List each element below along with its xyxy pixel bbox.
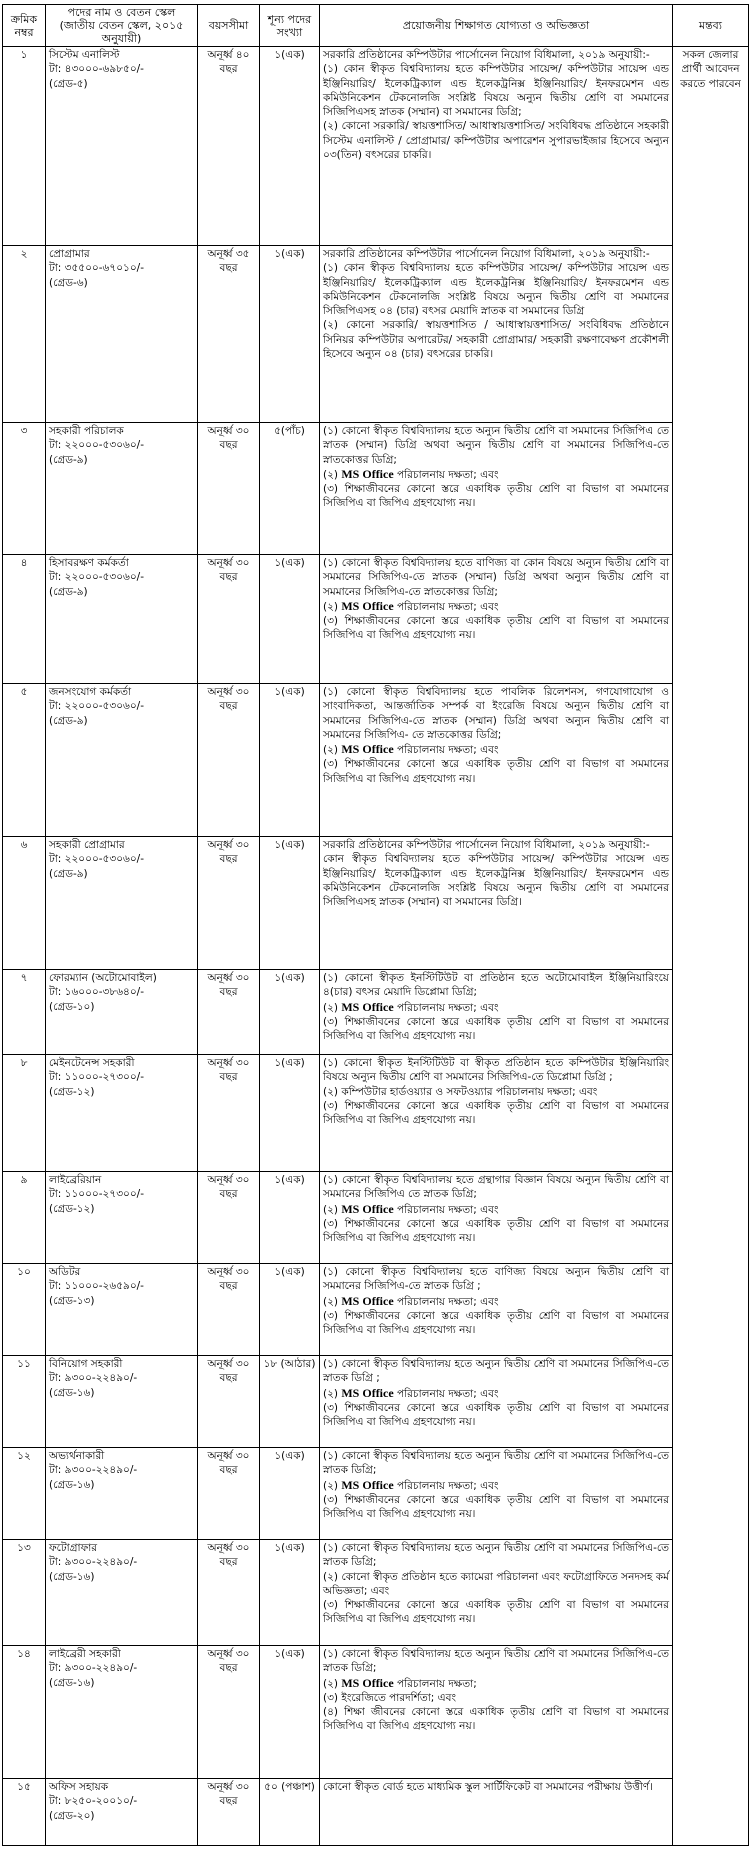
serial-number: ১৩ bbox=[17, 1542, 31, 1554]
table-row bbox=[3, 1448, 749, 1540]
table-row bbox=[3, 1540, 749, 1646]
post-name: মেইনটেনেন্স সহকারী bbox=[49, 1057, 135, 1069]
age-limit-cell bbox=[198, 837, 260, 970]
vacancy-cell bbox=[260, 1646, 320, 1779]
age-limit-cell bbox=[198, 1448, 260, 1540]
pay-scale: টা: ২২০০০-৫৩০৬০/- bbox=[49, 853, 145, 866]
grade: (গ্রেড-১৬) bbox=[49, 1386, 95, 1399]
qualification-item: (১) কোনো স্বীকৃত বিশ্ববিদ্যালয় হতে অন্যুন দ্বিতীয় শ্রেণি বা সমমানের সিজিপিএ-তে স্নাতক ডিগ্রি ; bbox=[323, 1358, 669, 1385]
table-row bbox=[3, 1646, 749, 1779]
table-row bbox=[3, 246, 749, 423]
pay-scale: টা: ২২০০০-৫৩০৬০/- bbox=[49, 571, 145, 584]
pay-scale: টা: ১৬০০০-৩৮৬৪০/- bbox=[49, 986, 144, 999]
age-limit-cell bbox=[198, 684, 260, 837]
serial-cell bbox=[3, 1356, 46, 1448]
post-cell bbox=[46, 1055, 198, 1172]
pay-scale: টা: ১১০০০-২৬৫৯০/- bbox=[49, 1280, 144, 1293]
vacancy-cell bbox=[260, 1448, 320, 1540]
pay-scale: টা: ২২০০০-৫৩০৬০/- bbox=[49, 439, 145, 452]
vacancy-count: ১৮ (আঠার) bbox=[263, 1358, 316, 1370]
qualification-cell bbox=[320, 423, 673, 555]
qualification-item: (২) MS Office পরিচালনায় দক্ষতা; এবং bbox=[323, 1477, 499, 1492]
vacancy-count: ১(এক) bbox=[274, 248, 305, 260]
post-name: অভ্যর্থনাকারী bbox=[49, 1450, 105, 1462]
grade: (গ্রেড-৯) bbox=[49, 453, 88, 466]
qualification-cell bbox=[320, 555, 673, 684]
post-name: সহকারী পরিচালক bbox=[49, 425, 124, 437]
serial-cell bbox=[3, 1264, 46, 1356]
serial-number: ৫ bbox=[20, 686, 28, 698]
grade: (গ্রেড-২০) bbox=[49, 1809, 95, 1822]
qualification-item: (২) MS Office পরিচালনায় দক্ষতা; এবং bbox=[323, 598, 499, 613]
serial-number: ৮ bbox=[20, 1057, 28, 1069]
table-row bbox=[3, 684, 749, 837]
qualification-item: (৩) শিক্ষাজীবনের কোনো স্তরে একাধিক তৃতীয় শ্রেণি বা বিভাগ বা সমমানের সিজিপিএ বা জিপিএ গ্রহণযোগ্য নয়। bbox=[323, 1401, 669, 1429]
vacancy-count: ১(এক) bbox=[274, 49, 305, 61]
post-cell bbox=[46, 423, 198, 555]
serial-number: ১৪ bbox=[17, 1648, 31, 1660]
vacancy-count: ১(এক) bbox=[274, 557, 305, 569]
qualification-item: (৩) শিক্ষাজীবনের কোনো স্তরে একাধিক তৃতীয় শ্রেণি বা বিভাগ বা সমমানের সিজিপিএ বা জিপিএ গ্রহণযোগ্য নয়। bbox=[323, 1015, 669, 1043]
age-limit-cell bbox=[198, 555, 260, 684]
qualification-item: (৩) ইংরেজিতে পারদর্শিতা; এবং bbox=[323, 1691, 456, 1704]
post-name: অডিটর bbox=[49, 1266, 81, 1278]
grade: (গ্রেড-১৬) bbox=[49, 1676, 95, 1689]
pay-scale: টা: ২২০০০-৫৩০৬০/- bbox=[49, 700, 145, 713]
post-name: সিস্টেম এনালিস্ট bbox=[49, 49, 120, 61]
qualification-item: (২) কোনো সরকারি/ স্বায়ত্তশাসিত / আধাস্বায়ত্তশাসিত/ সংবিধিবদ্ধ প্রতিষ্ঠানে সিনিয়র কম্পিউটার অপারেটর/ সহকারী প্রোগ্রামার/ সহকারী রক্ষণাবেক্ষণ প্রকৌশলী হিসেবে অন্যুন ০৪ (চার) বৎসরের চাকরি। bbox=[323, 319, 669, 361]
grade: (গ্রেড-১২) bbox=[49, 1085, 95, 1098]
age-limit: অনূর্ধ্ব ৩০ বছর bbox=[207, 1358, 250, 1385]
table-row bbox=[3, 555, 749, 684]
qualification-cell bbox=[320, 47, 673, 246]
qualification-cell bbox=[320, 1264, 673, 1356]
vacancy-cell bbox=[260, 423, 320, 555]
vacancy-count: ১(এক) bbox=[274, 1174, 305, 1186]
vacancy-cell bbox=[260, 684, 320, 837]
qualification-item: (৩) শিক্ষাজীবনের কোনো স্তরে একাধিক তৃতীয় শ্রেণি বা বিভাগ বা সমমানের সিজিপিএ বা জিপিএ গ্রহণযোগ্য নয়। bbox=[323, 1599, 669, 1626]
serial-cell bbox=[3, 47, 46, 246]
post-name: অফিস সহায়ক bbox=[49, 1781, 109, 1793]
qualification-item: (১) কোনো স্বীকৃত ইনস্টিটিউট বা প্রতিষ্ঠান হতে অটোমোবাইল ইঞ্জিনিয়ারিংয়ে ৪(চার) বৎসর মেয়াদি ডিপ্লোমা ডিগ্রি; bbox=[323, 972, 669, 999]
vacancy-count: ১(এক) bbox=[274, 1266, 305, 1278]
grade: (গ্রেড-১৩) bbox=[49, 1294, 95, 1307]
post-name: জনসংযোগ কর্মকর্তা bbox=[49, 686, 132, 698]
qualification-item: (২) MS Office পরিচালনায় দক্ষতা; এবং bbox=[323, 999, 499, 1014]
qualification-item: (১) কোনো স্বীকৃত বিশ্ববিদ্যালয় হতে অন্যুন দ্বিতীয় শ্রেণি বা সমমানের সিজিপিএ-তে স্নাতক ডিগ্রি; bbox=[323, 1542, 669, 1569]
post-cell bbox=[46, 684, 198, 837]
qualification-item: (১) কোনো স্বীকৃত বিশ্ববিদ্যালয় হতে অন্যুন দ্বিতীয় শ্রেণি বা সমমানের সিজিপিএ-তে স্নাতক ডিগ্রি; bbox=[323, 1450, 669, 1477]
qualification-cell bbox=[320, 1540, 673, 1646]
vacancy-cell bbox=[260, 555, 320, 684]
age-limit-cell bbox=[198, 1646, 260, 1779]
age-limit-cell bbox=[198, 1356, 260, 1448]
post-cell bbox=[46, 970, 198, 1055]
pay-scale: টা: ১১০০০-২৭৩০০/- bbox=[49, 1071, 144, 1084]
header-age: বয়সসীমা bbox=[198, 5, 260, 47]
remarks-text: সকল জেলার প্রার্থী আবেদন করতে পারবেন bbox=[680, 49, 741, 90]
qualification-item: (২) MS Office পরিচালনায় দক্ষতা; bbox=[323, 1675, 477, 1690]
grade: (গ্রেড-৯) bbox=[49, 585, 88, 598]
ms-office-term: MS Office bbox=[341, 1675, 394, 1690]
table-row bbox=[3, 1172, 749, 1264]
qualification-item: (৪) শিক্ষা জীবনের কোনো স্তরে একাধিক তৃতীয় শ্রেণি বা বিভাগ বা সমমানের সিজিপিএ বা জিপিএ গ্রহণযোগ্য নয়। bbox=[323, 1706, 669, 1733]
pay-scale: টা: ৯৩০০-২২৪৯০/- bbox=[49, 1464, 138, 1477]
post-name: লাইব্রেরিয়ান bbox=[49, 1174, 102, 1186]
post-name: প্রোগ্রামার bbox=[49, 248, 90, 260]
qualification-item: (২) MS Office পরিচালনায় দক্ষতা; এবং bbox=[323, 1293, 499, 1308]
post-cell bbox=[46, 555, 198, 684]
qualification-item: (১) কোনো স্বীকৃত বিশ্ববিদ্যালয় হতে অন্যুন দ্বিতীয় শ্রেণি বা সমমানের সিজিপিএ তে স্নাতক (সম্মান) ডিগ্রি অথবা অন্যুন দ্বিতীয় শ্রেণি বা সমমানের সিজিপিএ-তে স্নাতকোত্তর ডিগ্রি; bbox=[323, 425, 669, 466]
serial-cell bbox=[3, 246, 46, 423]
age-limit-cell bbox=[198, 1779, 260, 1846]
qualification-cell bbox=[320, 246, 673, 423]
qualification-cell bbox=[320, 684, 673, 837]
qualification-item: (৩) শিক্ষাজীবনের কোনো স্তরে একাধিক তৃতীয় শ্রেণি বা বিভাগ বা সমমানের সিজিপিএ বা জিপিএ গ্রহণযোগ্য নয়। bbox=[323, 1309, 669, 1337]
header-qualification: প্রয়োজনীয় শিক্ষাগত যোগ্যতা ও অভিজ্ঞতা bbox=[320, 5, 673, 47]
table-header-row bbox=[3, 5, 749, 47]
table-row bbox=[3, 837, 749, 970]
qualification-cell bbox=[320, 837, 673, 970]
qualification-item: (২) MS Office পরিচালনায় দক্ষতা; এবং bbox=[323, 1385, 499, 1400]
vacancy-cell bbox=[260, 837, 320, 970]
grade: (গ্রেড-১০) bbox=[49, 1000, 95, 1013]
grade: (গ্রেড-১৬) bbox=[49, 1570, 95, 1583]
ms-office-term: MS Office bbox=[341, 466, 394, 481]
qualification-item: (১) কোন স্বীকৃত বিশ্ববিদ্যালয় হতে কম্পিউটার সায়েন্স/ কম্পিউটার সায়েন্স এন্ড ইঞ্জিনিয়ারিং/ ইলেকট্রিক্যাল এন্ড ইলেকট্রনিক্স ইঞ্জিনিয়ারিং/ ইনফরমেশন এন্ড কমিউনিকেশন টেকনোলজি সংশ্লিষ্ট বিষয়ে অন্যুন দ্বিতীয় শ্রেণি বা সমমানের সিজিপিএসহ স্নাতক (সম্মান) বা সমমানের ডিগ্রি; bbox=[323, 63, 669, 119]
post-cell bbox=[46, 1779, 198, 1846]
qualification-cell bbox=[320, 1646, 673, 1779]
qualification-item: (২) MS Office পরিচালনায় দক্ষতা; এবং bbox=[323, 742, 499, 757]
qualification-item: সরকারি প্রতিষ্ঠানের কম্পিউটার পার্সোনেল নিয়োগ বিধিমালা, ২০১৯ অনুযায়ী:- bbox=[323, 839, 650, 851]
post-cell bbox=[46, 1356, 198, 1448]
ms-office-term: MS Office bbox=[341, 1477, 394, 1492]
age-limit-cell bbox=[198, 1264, 260, 1356]
vacancy-cell bbox=[260, 1264, 320, 1356]
ms-office-term: MS Office bbox=[341, 1201, 394, 1216]
post-cell bbox=[46, 1172, 198, 1264]
pay-scale: টা: ৪৩০০০-৬৯৮৫০/- bbox=[49, 63, 144, 76]
qualification-item: (২) কোনো স্বীকৃত প্রতিষ্ঠান হতে ক্যামেরা পরিচালনা এবং ফটোগ্রাফিতে সনদসহ কর্ম অভিজ্ঞতা; এবং bbox=[323, 1570, 669, 1597]
age-limit: অনূর্ধ্ব ৩০ বছর bbox=[207, 686, 250, 713]
qualification-item: (১) কোনো স্বীকৃত বিশ্ববিদ্যালয় হতে বাণিজ্য বিষয়ে অন্যুন দ্বিতীয় শ্রেণি বা সমমানের সিজিপিএ-তে স্নাতক ডিগ্রি ; bbox=[323, 1266, 669, 1293]
post-cell bbox=[46, 837, 198, 970]
vacancy-count: ১(এক) bbox=[274, 972, 305, 984]
vacancy-cell bbox=[260, 970, 320, 1055]
qualification-item: সরকারি প্রতিষ্ঠানের কম্পিউটার পার্সোনেল নিয়োগ বিধিমালা, ২০১৯ অনুযায়ী:- bbox=[323, 248, 650, 260]
qualification-item: (৩) শিক্ষাজীবনের কোনো স্তরে একাধিক তৃতীয় শ্রেণি বা বিভাগ বা সমমানের সিজিপিএ বা জিপিএ গ্রহণযোগ্য নয়। bbox=[323, 615, 669, 642]
qualification-cell bbox=[320, 1172, 673, 1264]
age-limit: অনূর্ধ্ব ৩৫ বছর bbox=[207, 248, 250, 275]
post-cell bbox=[46, 246, 198, 423]
header-post: পদের নাম ও বেতন স্কেল (জাতীয় বেতন স্কেল, ২০১৫ অনুযায়ী) bbox=[46, 5, 198, 47]
vacancy-cell bbox=[260, 1172, 320, 1264]
table-row bbox=[3, 1264, 749, 1356]
age-limit: অনূর্ধ্ব ৪০ বছর bbox=[207, 49, 250, 76]
ms-office-term: MS Office bbox=[341, 1385, 394, 1400]
post-name: লাইব্রেরী সহকারী bbox=[49, 1648, 121, 1660]
table-row bbox=[3, 47, 749, 246]
age-limit: অনূর্ধ্ব ৩০ বছর bbox=[207, 1781, 250, 1808]
age-limit: অনূর্ধ্ব ৩০ বছর bbox=[207, 1450, 250, 1477]
age-limit-cell bbox=[198, 1055, 260, 1172]
age-limit: অনূর্ধ্ব ৩০ বছর bbox=[207, 425, 250, 452]
qualification-item: (৩) শিক্ষাজীবনের কোনো স্তরে একাধিক তৃতীয় শ্রেণি বা বিভাগ বা সমমানের সিজিপিএ বা জিপিএ গ্রহণযোগ্য নয়। bbox=[323, 758, 669, 785]
qualification-item: (১) কোনো স্বীকৃত বিশ্ববিদ্যালয় হতে বাণিজ্য বা কোন বিষয়ে অন্যুন দ্বিতীয় শ্রেণি বা সমমানের সিজিপিএ-তে স্নাতক (সম্মান) ডিগ্রি অথবা অন্যুন দ্বিতীয় শ্রেণি বা সমমানের সিজিপিএ-তে স্নাতকোত্তর ডিগ্রি; bbox=[323, 557, 669, 598]
serial-number: ৪ bbox=[20, 557, 28, 569]
qualification-cell bbox=[320, 970, 673, 1055]
age-limit: অনূর্ধ্ব ৩০ বছর bbox=[207, 1542, 250, 1569]
ms-office-term: MS Office bbox=[341, 999, 394, 1014]
serial-cell bbox=[3, 1172, 46, 1264]
qualification-cell bbox=[320, 1779, 673, 1846]
post-name: বিনিয়োগ সহকারী bbox=[49, 1358, 123, 1370]
header-vacancy: শূন্য পদের সংখ্যা bbox=[260, 5, 320, 47]
age-limit: অনূর্ধ্ব ৩০ বছর bbox=[207, 1174, 250, 1201]
qualification-item: (১) কোনো স্বীকৃত বিশ্ববিদ্যালয় হতে গ্রন্থাগার বিজ্ঞান বিষয়ে অন্যুন দ্বিতীয় শ্রেণি বা সমমানের সিজিপিএ তে স্নাতক ডিগ্রি; bbox=[323, 1174, 669, 1201]
serial-number: ১৫ bbox=[17, 1781, 31, 1793]
pay-scale: টা: ৩৫৫০০-৬৭০১০/- bbox=[49, 262, 144, 275]
qualification-item: (৩) শিক্ষাজীবনের কোনো স্তরে একাধিক তৃতীয় শ্রেণি বা বিভাগ বা সমমানের সিজিপিএ বা জিপিএ গ্রহণযোগ্য নয়। bbox=[323, 1099, 669, 1127]
serial-number: ২ bbox=[20, 248, 28, 260]
vacancy-count: ১(এক) bbox=[274, 686, 305, 698]
qualification-item: (১) কোনো স্বীকৃত বিশ্ববিদ্যালয় হতে অন্যুন দ্বিতীয় শ্রেণি বা সমমানের সিজিপিএ-তে স্নাতক ডিগ্রি; bbox=[323, 1648, 669, 1675]
qualification-cell bbox=[320, 1055, 673, 1172]
qualification-item: কোন স্বীকৃত বিশ্ববিদ্যালয় হতে কম্পিউটার সায়েন্স/ কম্পিউটার সায়েন্স এন্ড ইঞ্জিনিয়ারিং/ ইলেকট্রিক্যাল এন্ড ইলেকট্রনিক্স ইঞ্জিনিয়ারিং/ ইনফরমেশন এন্ড কমিউনিকেশন টেকনোলজি সংশ্লিষ্ট বিষয়ে অন্যুন দ্বিতীয় শ্রেণি বা সমমানের সিজিপিএসহ স্নাতক (সম্মান) বা সমমানের ডিগ্রি। bbox=[323, 853, 669, 909]
header-remarks: মন্তব্য bbox=[673, 5, 749, 47]
serial-cell bbox=[3, 1540, 46, 1646]
post-name: সহকারী প্রোগ্রামার bbox=[49, 839, 125, 851]
qualification-item: (১) কোনো স্বীকৃত ইনস্টিটিউট বা স্বীকৃত প্রতিষ্ঠান হতে কম্পিউটার ইঞ্জিনিয়ারিং বিষয়ে অন্যুন দ্বিতীয় শ্রেণি বা সমমানের সিজিপিএ-তে ডিপ্লোমা ডিগ্রি ; bbox=[323, 1057, 669, 1084]
serial-cell bbox=[3, 423, 46, 555]
age-limit-cell bbox=[198, 423, 260, 555]
qualification-item: (২) MS Office পরিচালনায় দক্ষতা; এবং bbox=[323, 1201, 499, 1216]
vacancy-cell bbox=[260, 246, 320, 423]
qualification-item: (৩) শিক্ষাজীবনের কোনো স্তরে একাধিক তৃতীয় শ্রেণি বা বিভাগ বা সমমানের সিজিপিএ বা জিপিএ গ্রহণযোগ্য নয়। bbox=[323, 1217, 669, 1245]
pay-scale: টা: ৯৩০০-২২৪৯০/- bbox=[49, 1372, 138, 1385]
vacancy-cell bbox=[260, 1055, 320, 1172]
qualification-cell bbox=[320, 1448, 673, 1540]
age-limit: অনূর্ধ্ব ৩০ বছর bbox=[207, 1648, 250, 1675]
vacancy-cell bbox=[260, 1540, 320, 1646]
serial-cell bbox=[3, 555, 46, 684]
vacancy-cell bbox=[260, 47, 320, 246]
ms-office-term: MS Office bbox=[341, 598, 394, 613]
serial-number: ৩ bbox=[20, 425, 28, 437]
serial-cell bbox=[3, 684, 46, 837]
qualification-item: (২) MS Office পরিচালনায় দক্ষতা; এবং bbox=[323, 466, 499, 481]
serial-number: ১১ bbox=[17, 1358, 31, 1370]
vacancy-count: ৫(পাঁচ) bbox=[274, 425, 305, 437]
serial-number: ১ bbox=[20, 49, 28, 61]
vacancy-cell bbox=[260, 1356, 320, 1448]
table-row bbox=[3, 1055, 749, 1172]
vacancy-cell bbox=[260, 1779, 320, 1846]
pay-scale: টা: ৯৩০০-২২৪৯০/- bbox=[49, 1556, 138, 1569]
ms-office-term: MS Office bbox=[341, 1293, 394, 1308]
pay-scale: টা: ৮২৫০-২০০১০/- bbox=[49, 1795, 138, 1808]
serial-number: ৭ bbox=[20, 972, 28, 984]
serial-cell bbox=[3, 1055, 46, 1172]
qualification-item: (১) কোন স্বীকৃত বিশ্ববিদ্যালয় হতে কম্পিউটার সায়েন্স/ কম্পিউটার সায়েন্স এন্ড ইঞ্জিনিয়ারিং/ ইলেকট্রিক্যাল এন্ড ইলেকট্রনিক্স ইঞ্জিনিয়ারিং/ ইনফরমেশন এন্ড কমিউনিকেশন টেকনোলজি সংশ্লিষ্ট বিষয়ে অন্যুন দ্বিতীয় শ্রেণি বা সমমানের সিজিপিএসহ ০৪ (চার) বৎসর মেয়াদি স্নাতক বা সমমানের ডিগ্রি bbox=[323, 262, 669, 318]
age-limit: অনূর্ধ্ব ৩০ বছর bbox=[207, 557, 250, 584]
pay-scale: টা: ১১০০০-২৭৩০০/- bbox=[49, 1188, 144, 1201]
table-row bbox=[3, 423, 749, 555]
qualification-item: সরকারি প্রতিষ্ঠানের কম্পিউটার পার্সোনেল নিয়োগ বিধিমালা, ২০১৯ অনুযায়ী:- bbox=[323, 49, 650, 61]
qualification-cell bbox=[320, 1356, 673, 1448]
remarks-cell bbox=[673, 47, 749, 1846]
serial-cell bbox=[3, 970, 46, 1055]
pay-scale: টা: ৯৩০০-২২৪৯০/- bbox=[49, 1662, 138, 1675]
qualification-item: (১) কোনো স্বীকৃত বিশ্ববিদ্যালয় হতে পাবলিক রিলেশনস, গণযোগাযোগ ও সাংবাদিকতা, আন্তর্জাতিক সম্পর্ক বা ইংরেজি বিষয়ে অন্যুন দ্বিতীয় শ্রেণি বা সমমানের সিজিপিএ-তে স্নাতক (সম্মান) ডিগ্রি অথবা অন্যুন দ্বিতীয় শ্রেণি বা সমমানের সিজিপিএ- তে স্নাতকোত্তর ডিগ্রি; bbox=[323, 686, 669, 741]
serial-number: ৯ bbox=[20, 1174, 28, 1186]
serial-number: ৬ bbox=[20, 839, 28, 851]
grade: (গ্রেড-৬) bbox=[49, 276, 88, 289]
post-cell bbox=[46, 1540, 198, 1646]
age-limit: অনূর্ধ্ব ৩০ বছর bbox=[207, 1266, 250, 1293]
table-row bbox=[3, 1356, 749, 1448]
post-cell bbox=[46, 1264, 198, 1356]
qualification-item: কোনো স্বীকৃত বোর্ড হতে মাধ্যমিক স্কুল সার্টিফিকেট বা সমমানের পরীক্ষায় উত্তীর্ণ। bbox=[323, 1781, 653, 1793]
table-row bbox=[3, 970, 749, 1055]
age-limit: অনূর্ধ্ব ৩০ বছর bbox=[207, 1057, 250, 1084]
serial-number: ১০ bbox=[17, 1266, 31, 1278]
vacancy-count: ১(এক) bbox=[274, 1450, 305, 1462]
header-serial: ক্রমিক নম্বর bbox=[3, 5, 46, 47]
vacancy-table bbox=[2, 4, 749, 1846]
grade: (গ্রেড-৯) bbox=[49, 714, 88, 727]
age-limit-cell bbox=[198, 1172, 260, 1264]
serial-cell bbox=[3, 1646, 46, 1779]
age-limit-cell bbox=[198, 970, 260, 1055]
qualification-item: (৩) শিক্ষাজীবনের কোনো স্তরে একাধিক তৃতীয় শ্রেণি বা বিভাগ বা সমমানের সিজিপিএ বা জিপিএ গ্রহণযোগ্য নয়। bbox=[323, 1493, 669, 1521]
age-limit: অনূর্ধ্ব ৩০ বছর bbox=[207, 972, 250, 999]
table-row bbox=[3, 1779, 749, 1846]
post-cell bbox=[46, 47, 198, 246]
qualification-item: (২) কোনো সরকারি/ স্বায়ত্তশাসিত/ আধাস্বায়ত্তশাসিত/ সংবিধিবদ্ধ প্রতিষ্ঠানে সহকারী সিস্টেম এনালিস্ট / প্রোগ্রামার/ কম্পিউটার অপারেশন সুপারভাইজার হিসেবে অন্যুন ০৩(তিন) বৎসরের চাকরি। bbox=[323, 120, 669, 162]
grade: (গ্রেড-৯) bbox=[49, 867, 88, 880]
grade: (গ্রেড-৫) bbox=[49, 77, 88, 90]
qualification-item: (৩) শিক্ষাজীবনের কোনো স্তরে একাধিক তৃতীয় শ্রেণি বা বিভাগ বা সমমানের সিজিপিএ বা জিপিএ গ্রহণযোগ্য নয়। bbox=[323, 483, 669, 510]
age-limit-cell bbox=[198, 246, 260, 423]
vacancy-count: ৫০ (পঞ্চাশ) bbox=[264, 1781, 315, 1793]
serial-cell bbox=[3, 1779, 46, 1846]
vacancy-count: ১(এক) bbox=[274, 839, 305, 851]
age-limit-cell bbox=[198, 47, 260, 246]
vacancy-count: ১(এক) bbox=[274, 1542, 305, 1554]
grade: (গ্রেড-১৬) bbox=[49, 1478, 95, 1491]
age-limit-cell bbox=[198, 1540, 260, 1646]
serial-number: ১২ bbox=[17, 1450, 31, 1462]
ms-office-term: MS Office bbox=[341, 742, 394, 757]
age-limit: অনূর্ধ্ব ৩০ বছর bbox=[207, 839, 250, 866]
vacancy-count: ১(এক) bbox=[274, 1648, 305, 1660]
post-name: হিসাবরক্ষণ কর্মকর্তা bbox=[49, 557, 129, 569]
post-cell bbox=[46, 1448, 198, 1540]
serial-cell bbox=[3, 1448, 46, 1540]
grade: (গ্রেড-১২) bbox=[49, 1202, 95, 1215]
post-cell bbox=[46, 1646, 198, 1779]
post-name: ফটোগ্রাফার bbox=[49, 1542, 98, 1554]
vacancy-count: ১(এক) bbox=[274, 1057, 305, 1069]
serial-cell bbox=[3, 837, 46, 970]
post-name: ফোরম্যান (অটোমোবাইল) bbox=[49, 972, 157, 984]
qualification-item: (২) কম্পিউটার হার্ডওয়্যার ও সফটওয়্যার পরিচালনায় দক্ষতা; এবং bbox=[323, 1085, 598, 1098]
